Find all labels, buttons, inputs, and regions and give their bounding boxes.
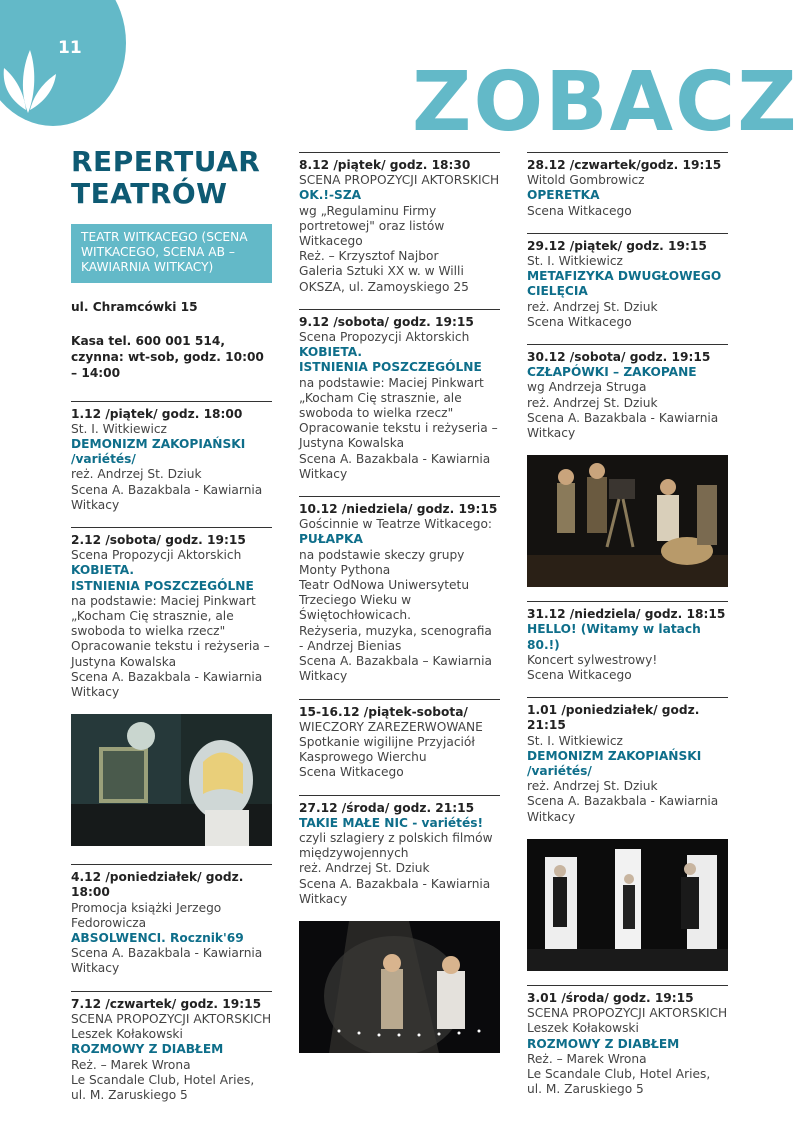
event-block: [527, 697, 728, 825]
event-title: KOBIETA.: [71, 563, 135, 578]
event-detail: wg Andrzeja Struga: [527, 380, 647, 395]
event-block: [299, 496, 500, 684]
event-title: ABSOLWENCI. Rocznik'69: [71, 931, 244, 946]
event-detail: reż. Andrzej St. Dziuk: [527, 395, 658, 410]
event-detail: Reżyseria, muzyka, scenografia - Andrzej Bienias: [299, 623, 492, 653]
event-block: [527, 985, 728, 1097]
event-detail: Scena A. Bazakbala - Kawiarnia Witkacy: [527, 410, 719, 441]
event-block: [71, 864, 272, 976]
event-detail: Koncert sylwestrowy!: [527, 652, 658, 667]
photo-three-actors: [527, 839, 728, 971]
event-title: KOBIETA.: [299, 345, 363, 360]
event-detail: SCENA PROPOZYCJI AKTORSKICH: [527, 1006, 728, 1021]
event-detail: Opracowanie tekstu i reżyseria – Justyna Kowalska: [299, 421, 498, 451]
event-detail: Scena A. Bazakbala - Kawiarnia Witkacy: [299, 876, 491, 906]
event-block: [527, 152, 728, 219]
event-block: [71, 991, 272, 1103]
event-detail: wg „Regulaminu Firmy portretowej" oraz listów Witkacego: [299, 203, 445, 249]
event-block: [527, 601, 728, 683]
event-title: ISTNIENIA POSZCZEGÓLNE: [71, 578, 254, 593]
event-detail: St. I. Witkiewicz: [71, 421, 167, 436]
event-detail: Galeria Sztuki XX w. w Willi OKSZA, ul. Zamoyskiego 25: [299, 264, 469, 294]
event-block: [299, 699, 500, 781]
event-date: 10.12 /niedziela/ godz. 19:15: [299, 502, 498, 517]
event-detail: Leszek Kołakowski: [71, 1027, 183, 1042]
event-detail: Le Scandale Club, Hotel Aries, ul. M. Zaruskiego 5: [71, 1072, 255, 1102]
event-detail: reż. Andrzej St. Dziuk: [527, 779, 658, 794]
event-date: 2.12 /sobota/ godz. 19:15: [71, 533, 246, 548]
event-title: PUŁAPKA: [299, 532, 363, 547]
column-3: [527, 152, 728, 1111]
event-date: 27.12 /środa/ godz. 21:15: [299, 800, 475, 815]
event-detail: Gościnnie w Teatrze Witkacego:: [299, 517, 493, 532]
event-date: 3.01 /środa/ godz. 19:15: [527, 990, 694, 1005]
photo-woman-mirror: [71, 714, 272, 846]
event-detail: Witold Gombrowicz: [527, 173, 645, 188]
event-block: [71, 401, 272, 513]
event-block: [299, 309, 500, 482]
event-date: 28.12 /czwartek/godz. 19:15: [527, 158, 722, 172]
venue-address: ul. Chramcówki 15: [71, 299, 198, 314]
leaf-logo-icon: [0, 38, 60, 118]
column-2: [299, 152, 500, 1067]
event-detail: Spotkanie wigilijne Przyjaciół Kasprowego Wierchu: [299, 734, 475, 765]
event-detail: Scena A. Bazakbala - Kawiarnia Witkacy: [71, 482, 263, 512]
event-date: 8.12 /piątek/ godz. 18:30: [299, 158, 471, 172]
event-detail: Reż. – Marek Wrona: [527, 1051, 647, 1066]
event-detail: Scena Propozycji Aktorskich: [71, 548, 242, 563]
event-date: 15-16.12 /piątek-sobota/: [299, 704, 468, 719]
event-date: 7.12 /czwartek/ godz. 19:15: [71, 996, 262, 1011]
event-detail: Opracowanie tekstu i reżyseria – Justyna Kowalska: [71, 639, 270, 669]
photo-camera-scene: [527, 455, 728, 587]
event-detail: Scena A. Bazakbala – Kawiarnia Witkacy: [299, 654, 492, 684]
event-block: [299, 795, 500, 907]
event-detail: reż. Andrzej St. Dziuk: [299, 861, 430, 876]
event-detail: Scena A. Bazakbala - Kawiarnia Witkacy: [71, 669, 263, 700]
event-title: OK.!-SZA: [299, 188, 362, 203]
title-line-2: TEATRÓW: [71, 177, 228, 210]
event-block: [299, 152, 500, 295]
event-detail: Promocja książki Jerzego Fedorowicza: [71, 900, 222, 930]
event-detail: Le Scandale Club, Hotel Aries, ul. M. Zaruskiego 5: [527, 1066, 711, 1097]
box-office: Kasa tel. 600 001 514, czynna: wt-sob, godz. 10:00 – 14:00: [71, 333, 264, 380]
event-detail: Scena A. Bazakbala - Kawiarnia Witkacy: [71, 946, 263, 976]
event-block: [71, 527, 272, 700]
event-title: DEMONIZM ZAKOPIAŃSKI /variétés/: [71, 437, 246, 467]
event-title: TAKIE MAŁE NIC - variétés!: [299, 815, 484, 830]
event-title: ROZMOWY Z DIABŁEM: [71, 1042, 224, 1057]
event-title: OPERETKA: [527, 188, 600, 203]
title-line-1: REPERTUAR: [71, 145, 261, 178]
event-title: ISTNIENIA POSZCZEGÓLNE: [299, 360, 482, 375]
photo-stage-couple: [299, 921, 500, 1053]
page-title: [71, 146, 272, 210]
event-date: 9.12 /sobota/ godz. 19:15: [299, 314, 474, 329]
section-heading: ZOBACZ: [412, 55, 799, 150]
event-detail: Scena Witkacego: [527, 668, 632, 683]
event-date: 1.01 /poniedziałek/ godz. 21:15: [527, 703, 700, 733]
event-date: 4.12 /poniedziałek/ godz. 18:00: [71, 870, 244, 900]
event-detail: Scena Propozycji Aktorskich: [299, 330, 470, 345]
event-block: [527, 344, 728, 441]
event-title: METAFIZYKA DWUGŁOWEGO CIELĘCIA: [527, 269, 722, 299]
event-detail: Scena A. Bazakbala - Kawiarnia Witkacy: [527, 794, 719, 824]
event-title: CZŁAPÓWKI – ZAKOPANE: [527, 365, 697, 380]
event-detail: Reż. – Marek Wrona: [71, 1057, 191, 1072]
column-1: [71, 146, 272, 1117]
event-detail: reż. Andrzej St. Dziuk: [527, 299, 658, 314]
corner-badge: [0, 0, 130, 126]
event-detail: na podstawie: Maciej Pinkwart „Kocham Cię strasznie, ale swoboda to wielka rzecz": [71, 593, 256, 639]
event-detail: St. I. Witkiewicz: [527, 733, 623, 748]
event-date: 30.12 /sobota/ godz. 19:15: [527, 350, 711, 365]
event-title: HELLO! (Witamy w latach 80.!): [527, 622, 701, 652]
event-detail: na podstawie: Maciej Pinkwart „Kocham Cię strasznie, ale swoboda to wielka rzecz": [299, 375, 484, 421]
event-date: 1.12 /piątek/ godz. 18:00: [71, 406, 243, 421]
event-detail: SCENA PROPOZYCJI AKTORSKICH: [299, 173, 500, 188]
event-detail: Scena Witkacego: [527, 314, 632, 329]
event-detail: czyli szlagiery z polskich filmów międzywojennych: [299, 830, 493, 861]
event-title: ROZMOWY Z DIABŁEM: [527, 1036, 680, 1051]
page-number: 11: [58, 38, 82, 58]
event-detail: Reż. – Krzysztof Najbor: [299, 249, 439, 264]
event-title: DEMONIZM ZAKOPIAŃSKI /variétés/: [527, 748, 702, 779]
event-block: [527, 233, 728, 330]
event-detail: SCENA PROPOZYCJI AKTORSKICH: [71, 1011, 272, 1026]
event-detail: Scena Witkacego: [299, 765, 404, 780]
event-detail: Teatr OdNowa Uniwersytetu Trzeciego Wieku w Świętochłowicach.: [299, 578, 470, 623]
event-date: 29.12 /piątek/ godz. 19:15: [527, 238, 707, 253]
event-date: 31.12 /niedziela/ godz. 18:15: [527, 607, 726, 622]
venue-box: TEATR WITKACEGO (SCENA WITKACEGO, SCENA AB – KAWIARNIA WITKACY): [71, 224, 272, 283]
event-detail: reż. Andrzej St. Dziuk: [71, 467, 202, 482]
event-detail: WIECZORY ZAREZERWOWANE: [299, 719, 483, 734]
event-detail: na podstawie skeczy grupy Monty Pythona: [299, 547, 465, 577]
event-detail: Leszek Kołakowski: [527, 1021, 639, 1036]
event-detail: Scena A. Bazakbala - Kawiarnia Witkacy: [299, 451, 491, 481]
event-detail: Scena Witkacego: [527, 203, 632, 218]
event-detail: St. I. Witkiewicz: [527, 254, 623, 269]
